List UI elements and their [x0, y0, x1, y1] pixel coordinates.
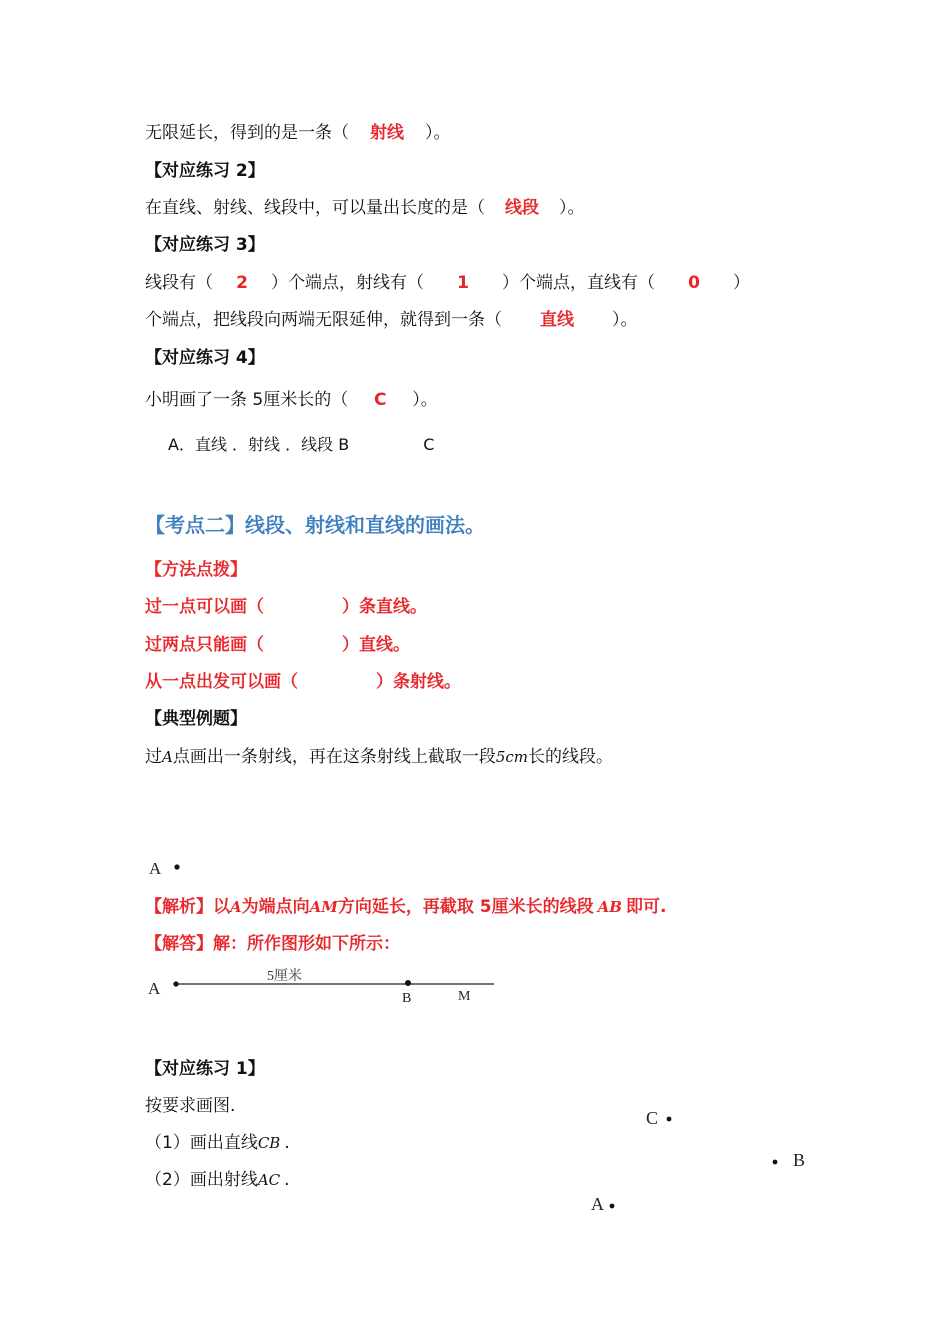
question-text: （2）画出射线 — [145, 1170, 258, 1190]
point-label: M — [458, 989, 471, 1004]
question-line — [145, 272, 750, 294]
question-line — [145, 1169, 290, 1191]
example-text — [145, 746, 613, 768]
question-line — [145, 1132, 290, 1154]
exercise-heading: 【对应练习 4】 — [145, 348, 265, 368]
method-line — [145, 671, 461, 693]
answer-text: 射线 — [370, 123, 404, 143]
question-text: 线段有（ — [145, 273, 213, 293]
answer-text: 解：所作图形如下所示： — [213, 934, 400, 954]
point-label: A — [591, 1194, 604, 1214]
point-dot — [667, 1117, 672, 1122]
method-line — [145, 596, 427, 618]
question-line: 按要求画图. — [145, 1096, 236, 1116]
point-label: C — [646, 1108, 659, 1128]
question-text: （1）画出直线 — [145, 1133, 258, 1153]
method-text: ）条直线。 — [342, 597, 427, 617]
analysis-line — [145, 896, 666, 918]
analysis-label: 【解析】 — [145, 897, 213, 917]
question-text: ）。 — [425, 123, 451, 143]
question-text: ）。 — [612, 310, 638, 330]
math-var: A — [162, 748, 173, 766]
math-var: AC — [257, 1171, 281, 1189]
answer-line — [145, 933, 400, 955]
point-label: A — [148, 979, 161, 998]
question-line — [145, 197, 585, 219]
question-line — [145, 309, 638, 331]
exercise-heading: 【对应练习 3】 — [145, 235, 265, 255]
point-a-figure — [140, 850, 200, 880]
question-line — [145, 389, 438, 411]
math-var: CB — [257, 1134, 281, 1152]
analysis-text: 为端点向 — [241, 897, 310, 917]
point-label: A — [149, 859, 162, 878]
answer-text: 2 — [236, 273, 248, 293]
math-var: AB — [597, 898, 622, 916]
example-heading: 【典型例题】 — [145, 709, 247, 729]
math-unit: 5cm — [495, 748, 529, 766]
point-dot — [405, 980, 411, 986]
method-text: 过两点只能画（ — [145, 635, 264, 655]
method-text: 从一点出发可以画（ — [145, 672, 298, 692]
answer-text: 1 — [457, 273, 469, 293]
exercise-heading: 【对应练习 1】 — [145, 1059, 265, 1079]
question-text: . — [284, 1133, 290, 1153]
question-text: 无限延长，得到的是一条（ — [145, 123, 349, 143]
question-text: 个端点，把线段向两端无限延伸，就得到一条（ — [145, 310, 502, 330]
section-title: 【考点二】线段、射线和直线的画法。 — [145, 513, 485, 537]
analysis-text: 方向延长，再截取 5厘米长的线段 — [337, 897, 594, 917]
points-figure — [580, 1100, 830, 1220]
analysis-text: 即可. — [625, 897, 667, 917]
math-var: AM — [309, 898, 338, 916]
choice-options — [168, 434, 434, 456]
answer-text: 直线 — [540, 310, 574, 330]
answer-text: C — [373, 390, 387, 410]
question-text: ）个端点，射线有（ — [271, 273, 424, 293]
question-text: 在直线、射线、线段中，可以量出长度的是（ — [145, 198, 485, 218]
option-text: A．直线 ．射线 ．线段 B — [168, 435, 350, 454]
point-dot — [773, 1160, 778, 1165]
point-dot — [610, 1204, 615, 1209]
length-label: 5厘米 — [267, 969, 302, 984]
example-text-part: 点画出一条射线，再在这条射线上截取一段 — [172, 747, 496, 767]
method-text: ）条射线。 — [376, 672, 461, 692]
answer-text: 0 — [688, 273, 700, 293]
question-text: ）个端点，直线有（ — [502, 273, 655, 293]
point-dot — [173, 981, 178, 986]
ray-figure — [140, 960, 510, 1010]
example-text-part: 过 — [145, 747, 162, 767]
option-text: C — [423, 435, 435, 454]
question-text: ）。 — [559, 198, 585, 218]
question-text: . — [284, 1170, 290, 1190]
method-line — [145, 634, 410, 656]
method-text: 过一点可以画（ — [145, 597, 264, 617]
analysis-text: 以 — [213, 897, 230, 917]
question-text: 小明画了一条 5厘米长的（ — [145, 390, 349, 410]
question-text: ）。 — [412, 390, 438, 410]
question-line — [145, 122, 451, 144]
question-text: ） — [733, 273, 750, 293]
point-label: B — [793, 1150, 806, 1170]
method-heading: 【方法点拨】 — [145, 560, 247, 580]
answer-text: 线段 — [505, 198, 539, 218]
method-text: ）直线。 — [342, 635, 410, 655]
math-var: A — [230, 898, 242, 916]
point-label: B — [402, 991, 412, 1006]
exercise-heading: 【对应练习 2】 — [145, 161, 265, 181]
answer-label: 【解答】 — [145, 934, 213, 954]
point-dot — [174, 864, 179, 869]
example-text-part: 长的线段。 — [528, 747, 614, 767]
